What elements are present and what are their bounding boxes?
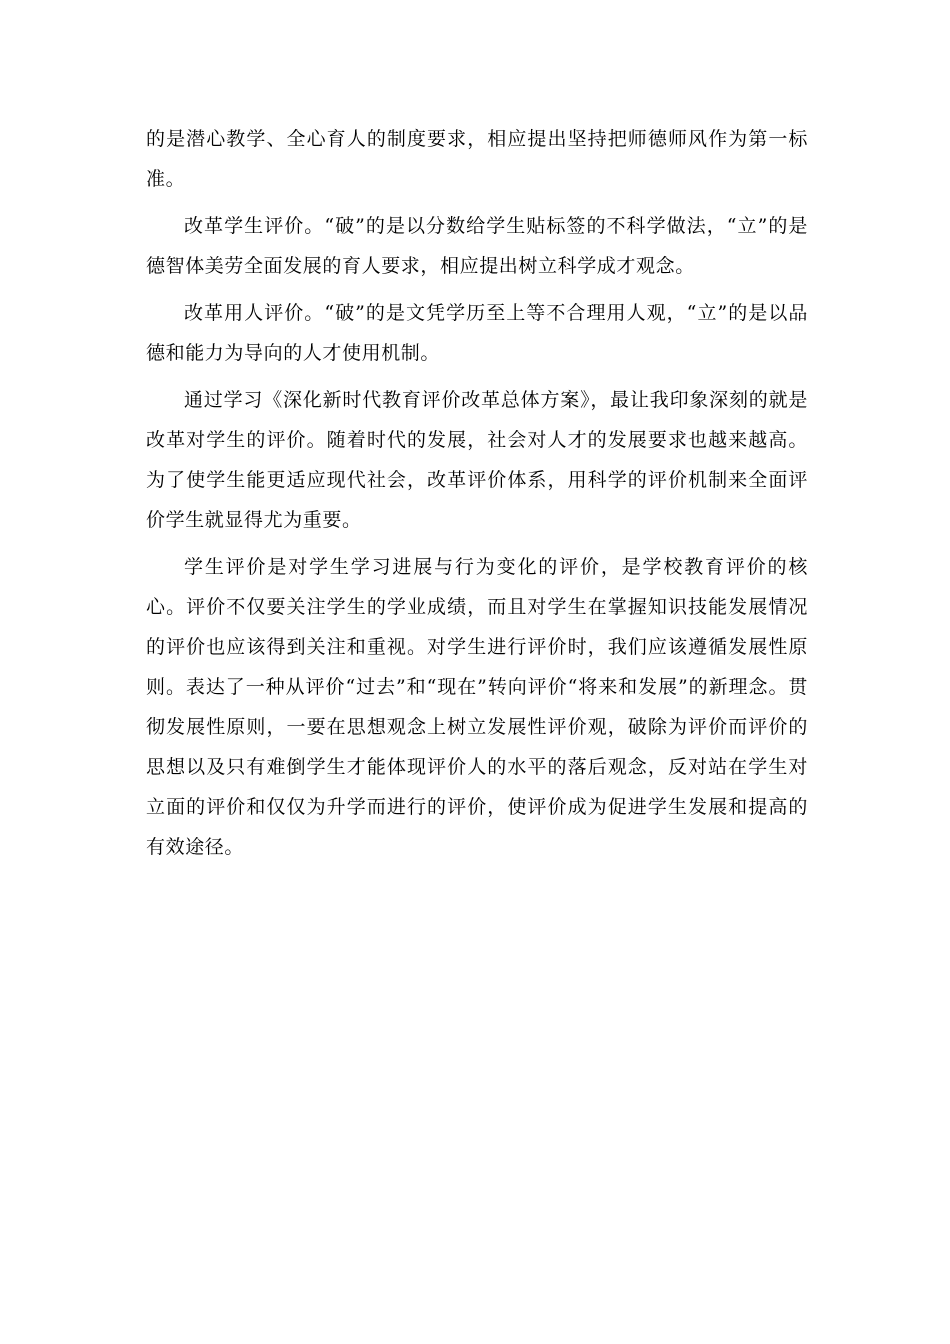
paragraph-development-principle: 学生评价是对学生学习进展与行为变化的评价，是学校教育评价的核心。评价不仅要关注学生的学业成绩，而且对学生在掌握知识技能发展情况的评价也应该得到关注和重视。对学生进行评价时，我们应该遵循发展性原则。表达了一种从评价“过去”和“现在”转向评价“将来和发展”的新理念。贯彻发展性原则，一要在思想观念上树立发展性评价观，破除为评价而评价的思想以及只有难倒学生才能体现评价人的水平的落后观念，反对站在学生对立面的评价和仅仅为升学而进行的评价，使评价成为促进学生发展和提高的有效途径。 xyxy=(146,556,808,858)
document-body xyxy=(146,119,808,874)
paragraph-employment-evaluation: 改革用人评价。“破”的是文凭学历至上等不合理用人观，“立”的是以品德和能力为导向的人才使用机制。 xyxy=(146,302,808,364)
paragraph-study-reflection: 通过学习《深化新时代教育评价改革总体方案》，最让我印象深刻的就是改革对学生的评价。随着时代的发展，社会对人才的发展要求也越来越高。为了使学生能更适应现代社会，改革评价体系，用科学的评价机制来全面评价学生就显得尤为重要。 xyxy=(146,389,808,531)
paragraph-student-evaluation: 改革学生评价。“破”的是以分数给学生贴标签的不科学做法，“立”的是德智体美劳全面发展的育人要求，相应提出树立科学成才观念。 xyxy=(146,215,808,277)
paragraph-continuation: 的是潜心教学、全心育人的制度要求，相应提出坚持把师德师风作为第一标准。 xyxy=(146,128,808,190)
